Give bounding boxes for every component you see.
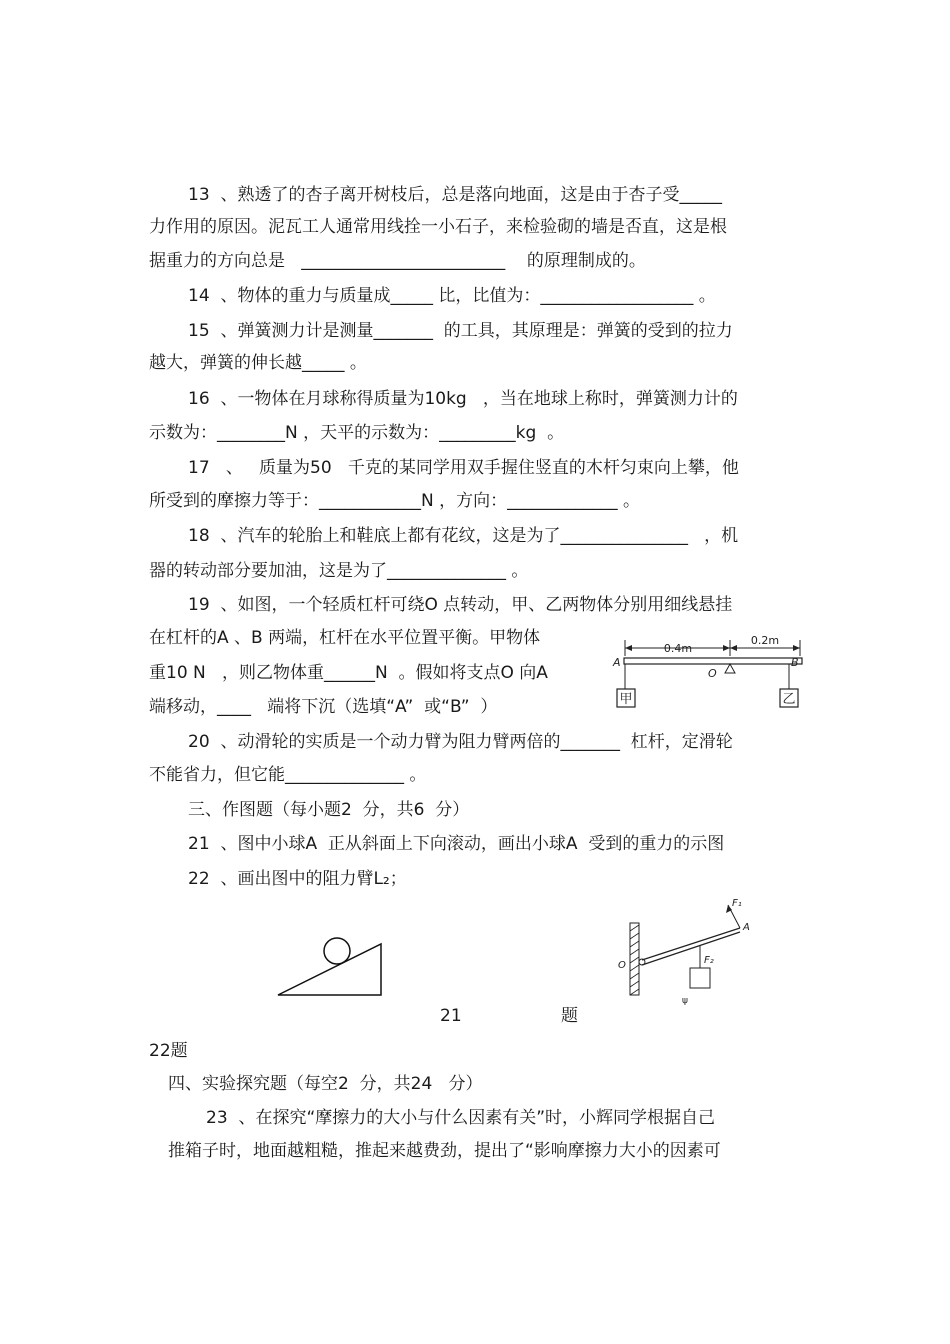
q15-line-2: 越大，弹簧的伸长越_____ 。 xyxy=(149,353,367,373)
q22-line-1: 22 、画出图中的阻力臂L₂； xyxy=(188,869,407,889)
q17-line-1: 17 、 质量为50 千克的某同学用双手握住竖直的木杆匀束向上攀，他 xyxy=(188,458,739,478)
label-f2: F₂ xyxy=(704,955,714,966)
fulcrum xyxy=(725,664,735,673)
q15-line-1: 15 、弹簧测力计是测量_______ 的工具，其原理是：弹簧的受到的拉力 xyxy=(188,321,733,341)
q20-line-2: 不能省力，但它能______________ 。 xyxy=(149,765,427,785)
fig21-caption-ti: 题 xyxy=(561,1006,578,1026)
label-b: B xyxy=(791,656,799,669)
label-o: O xyxy=(708,667,717,680)
q21-line-1: 21 、图中小球A 正从斜面上下向滚动，画出小球A 受到的重力的示图 xyxy=(188,834,725,854)
dim-right-label: 0.2m xyxy=(750,634,780,647)
q23-line-2: 推箱子时，地面越粗糙，推起来越费劲，提出了“影响摩擦力大小的因素可 xyxy=(168,1141,721,1161)
label-bottom: ψ xyxy=(682,996,688,1006)
section-4-title: 四、实验探究题（每空2 分，共24 分） xyxy=(168,1074,483,1094)
label-f1: F₁ xyxy=(732,898,742,909)
fig21-caption-number: 21 xyxy=(440,1006,462,1026)
q16-line-2: 示数为：________N ，天平的示数为：_________kg 。 xyxy=(149,423,565,443)
wall-lever-figure xyxy=(612,893,762,1008)
q20-line-1: 20 、动滑轮的实质是一个动力臂为阻力臂两倍的_______ 杠杆，定滑轮 xyxy=(188,732,733,752)
q18-line-2: 器的转动部分要加油，这是为了______________ 。 xyxy=(149,561,529,581)
section-3-title: 三、作图题（每小题2 分，共6 分） xyxy=(188,800,470,820)
dim-left-label: 0.4m xyxy=(663,642,693,655)
q17-line-2: 所受到的摩擦力等于：____________N ，方向：_____________ 。 xyxy=(149,491,641,511)
q13-line-1: 13 、熟透了的杏子离开树枝后，总是落向地面，这是由于杏子受_____ xyxy=(188,185,722,205)
label-a: A xyxy=(743,922,750,933)
q23-line-1: 23 、在探究“摩擦力的大小与什么因素有关”时，小辉同学根据自己 xyxy=(206,1108,716,1128)
fig22-caption: 22题 xyxy=(149,1041,188,1061)
q13-line-2: 力作用的原因。泥瓦工人通常用线拴一小石子，来检验砌的墙是否直，这是根 xyxy=(149,217,727,237)
weight-jia-label: 甲 xyxy=(619,692,633,707)
q19-line-4: 端移动，____ 端将下沉（选填“A” 或“B” ） xyxy=(149,697,498,717)
lever-rod xyxy=(642,928,740,960)
label-o: O xyxy=(618,960,626,971)
weight-yi-label: 乙 xyxy=(782,692,796,707)
q19-line-1: 19 、如图，一个轻质杠杆可绕O 点转动，甲、乙两物体分别用细线悬挂 xyxy=(188,595,733,615)
q19-line-3: 重10 N ，则乙物体重______N 。假如将支点O 向A xyxy=(149,663,548,683)
lever-bar xyxy=(624,658,802,664)
incline-figure xyxy=(270,930,390,1000)
lever-figure xyxy=(610,630,805,715)
q19-line-2: 在杠杆的A 、B 两端，杠杆在水平位置平衡。甲物体 xyxy=(149,628,541,648)
hanging-weight xyxy=(690,968,710,988)
q16-line-1: 16 、一物体在月球称得质量为10kg ，当在地球上称时，弹簧测力计的 xyxy=(188,389,738,409)
label-a: A xyxy=(613,656,621,669)
q13-line-3: 据重力的方向总是 ________________________ 的原理制成的。 xyxy=(149,251,646,271)
q18-line-1: 18 、汽车的轮胎上和鞋底上都有花纹，这是为了_______________ ，机 xyxy=(188,526,739,546)
ball xyxy=(324,938,350,964)
q14-line-1: 14 、物体的重力与质量成_____ 比，比值为：__________________ 。 xyxy=(188,286,716,306)
